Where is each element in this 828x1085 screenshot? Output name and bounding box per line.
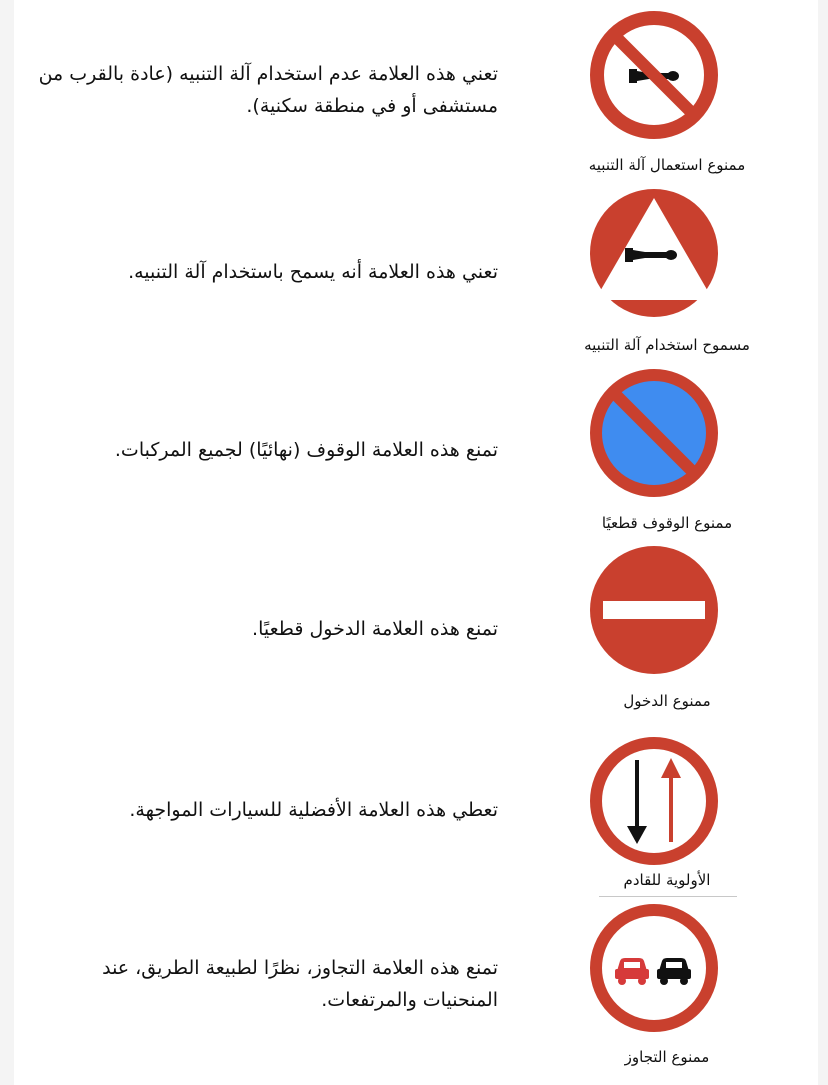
sign-caption: الأولوية للقادم xyxy=(623,871,711,889)
sign-description: تعني هذه العلامة أنه يسمح باستخدام آلة التنبيه. xyxy=(128,261,498,283)
sign-description: تمنع هذه العلامة التجاوز، نظرًا لطبيعة الطريق، عند المنحنيات والمرتفعات. xyxy=(102,957,498,1011)
sign-caption: ممنوع استعمال آلة التنبيه xyxy=(588,156,746,174)
document-page xyxy=(14,0,818,1085)
no-horn-sign-icon xyxy=(589,10,719,140)
sign-caption: ممنوع الدخول xyxy=(623,692,711,710)
no-parking-sign-icon xyxy=(589,368,719,498)
sign-caption: مسموح استخدام آلة التنبيه xyxy=(584,336,750,354)
no-entry-sign-icon xyxy=(589,545,719,675)
sign-description: تعطي هذه العلامة الأفضلية للسيارات المواجهة. xyxy=(129,799,498,821)
no-overtaking-sign-icon xyxy=(589,903,719,1033)
sign-description: تمنع هذه العلامة الدخول قطعيًا. xyxy=(252,618,498,640)
sign-caption: ممنوع الوقوف قطعيًا xyxy=(601,514,733,532)
horn-allowed-sign-icon xyxy=(589,188,719,318)
sign-description: تمنع هذه العلامة الوقوف (نهائيًا) لجميع المركبات. xyxy=(114,439,498,461)
divider xyxy=(599,896,737,897)
sign-caption: ممنوع التجاوز xyxy=(624,1048,710,1066)
sign-description: تعني هذه العلامة عدم استخدام آلة التنبيه (عادة بالقرب من مستشفى أو في منطقة سكنية). xyxy=(38,63,498,117)
priority-oncoming-sign-icon xyxy=(589,736,719,866)
